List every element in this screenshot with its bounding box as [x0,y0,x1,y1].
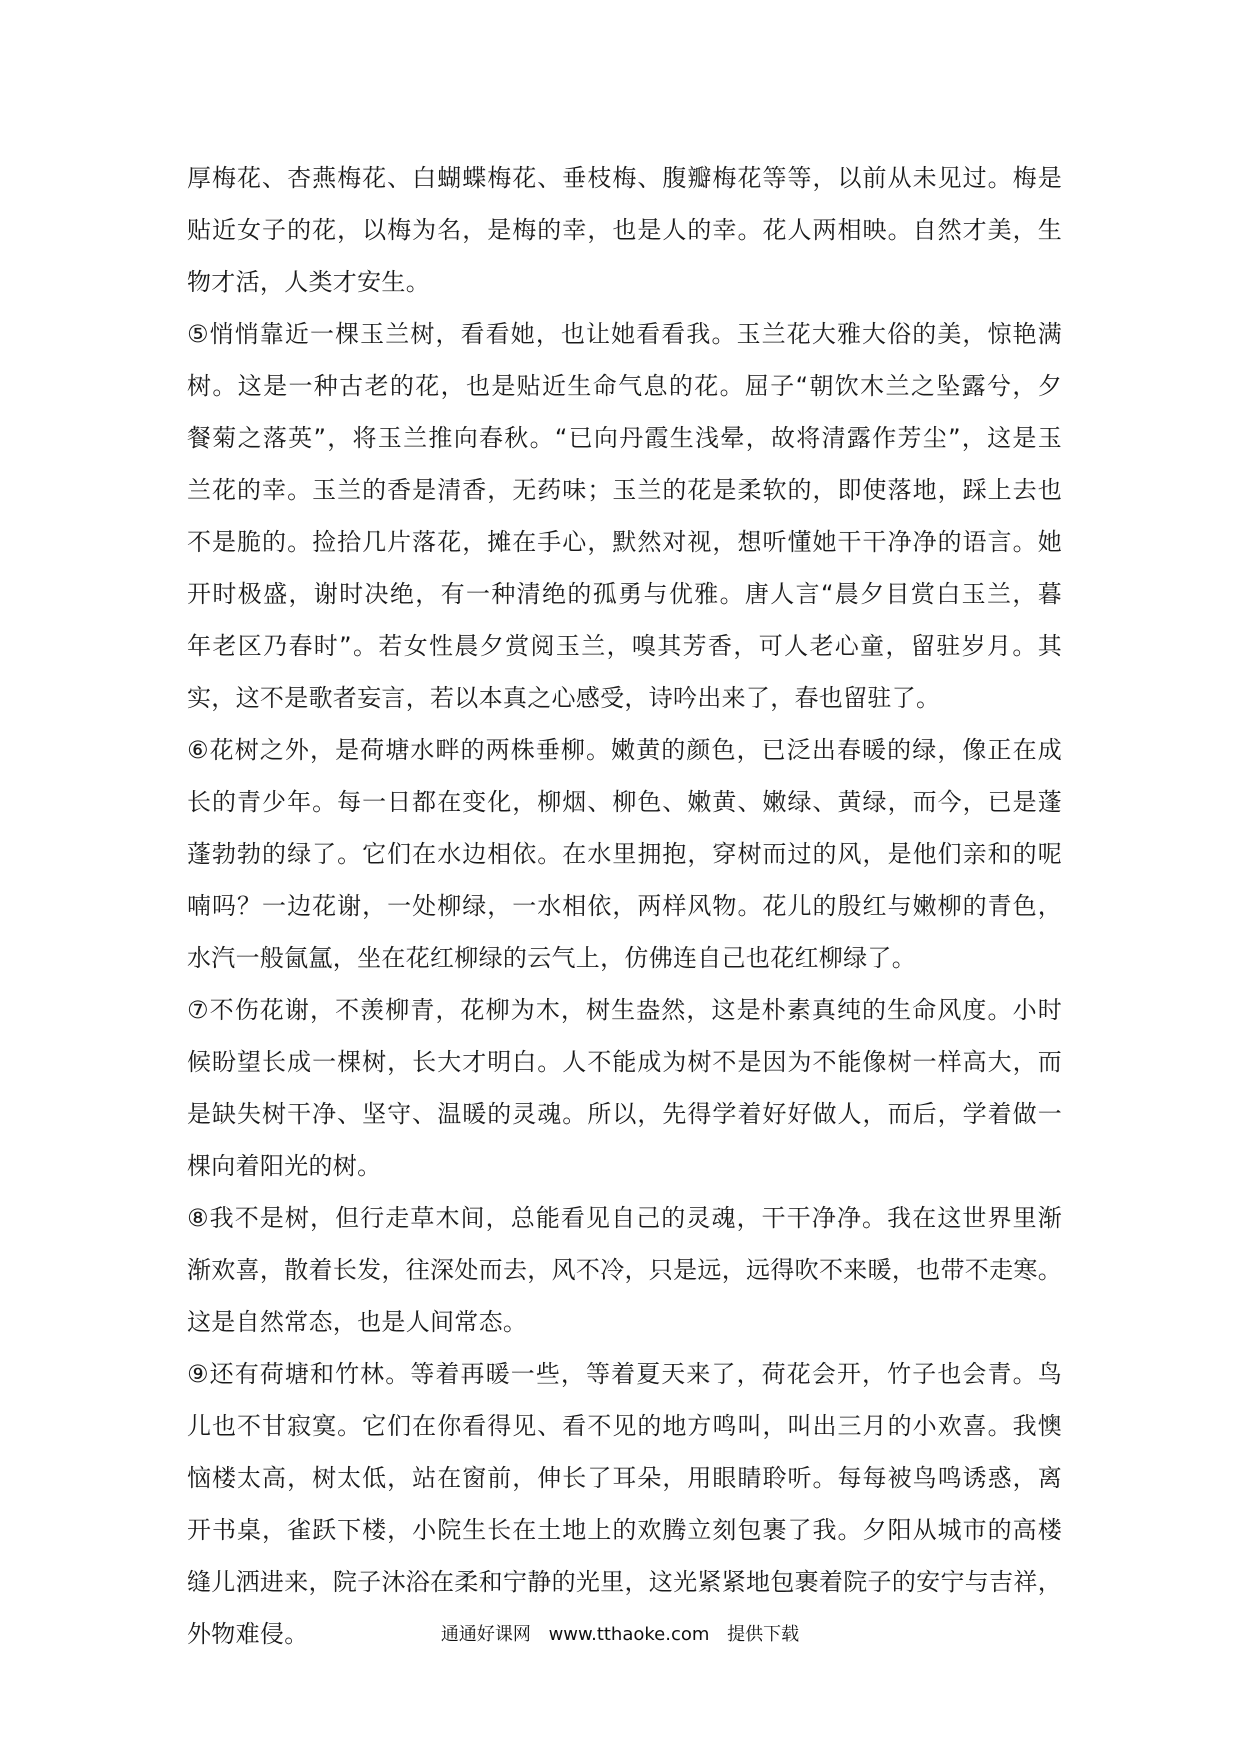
text-line: 蓬勃勃的绿了。它们在水边相依。在水里拥抱，穿树而过的风，是他们亲和的呢 [187,840,1062,868]
text-line: ⑥花树之外，是荷塘水畔的两株垂柳。嫩黄的颜色，已泛出春暖的绿，像正在成 [187,736,1062,764]
text-line: 开书桌，雀跃下楼，小院生长在土地上的欢腾立刻包裹了我。夕阳从城市的高楼 [187,1516,1062,1544]
text-line: 这是自然常态，也是人间常态。 [187,1308,528,1336]
text-line: 恼楼太高，树太低，站在窗前，伸长了耳朵，用眼睛聆听。每每被鸟鸣诱惑，离 [187,1464,1062,1492]
text-line: 贴近女子的花，以梅为名，是梅的幸，也是人的幸。花人两相映。自然才美，生 [187,216,1062,244]
text-line: 兰花的幸。玉兰的香是清香，无药味；玉兰的花是柔软的，即使落地，踩上去也 [187,476,1062,504]
text-line: 餐菊之落英”，将玉兰推向春秋。“已向丹霞生浅晕，故将清露作芳尘”，这是玉 [187,424,1062,452]
text-line: 喃吗？一边花谢，一处柳绿，一水相依，两样风物。花儿的殷红与嫩柳的青色， [187,892,1062,920]
text-line: 不是脆的。捡拾几片落花，摊在手心，默然对视，想听懂她干干净净的语言。她 [187,528,1062,556]
text-line: 候盼望长成一棵树，长大才明白。人不能成为树不是因为不能像树一样高大，而 [187,1048,1062,1076]
text-line: 渐欢喜，散着长发，往深处而去，风不冷，只是远，远得吹不来暖，也带不走寒。 [187,1256,1062,1284]
text-line: ⑦不伤花谢，不羡柳青，花柳为木，树生盎然，这是朴素真纯的生命风度。小时 [187,996,1062,1024]
text-line: 外物难侵。 [187,1620,309,1648]
text-line: ⑧我不是树，但行走草木间，总能看见自己的灵魂，干干净净。我在这世界里渐 [187,1204,1062,1232]
text-line: 水汽一般氤氲，坐在花红柳绿的云气上，仿佛连自己也花红柳绿了。 [187,944,916,972]
text-line: 物才活，人类才安生。 [187,268,430,296]
text-line: ⑨还有荷塘和竹林。等着再暖一些，等着夏天来了，荷花会开，竹子也会青。鸟 [187,1360,1062,1388]
text-line: 儿也不甘寂寞。它们在你看得见、看不见的地方鸣叫，叫出三月的小欢喜。我懊 [187,1412,1062,1440]
text-line: 年老区乃春时”。若女性晨夕赏阅玉兰，嗅其芳香，可人老心童，留驻岁月。其 [187,632,1062,660]
page-footer [0,1623,1240,1647]
text-line: 开时极盛，谢时决绝，有一种清绝的孤勇与优雅。唐人言“晨夕目赏白玉兰，暮 [187,580,1062,608]
text-line: 树。这是一种古老的花，也是贴近生命气息的花。屈子“朝饮木兰之坠露兮，夕 [187,372,1062,400]
text-line: 棵向着阳光的树。 [187,1152,382,1180]
footer-site-name: 通通好课网 [440,1624,531,1645]
text-line: 是缺失树干净、坚守、温暖的灵魂。所以，先得学着好好做人，而后，学着做一 [187,1100,1062,1128]
text-line: 长的青少年。每一日都在变化，柳烟、柳色、嫩黄、嫩绿、黄绿，而今，已是蓬 [187,788,1062,816]
footer-url: www.tthaoke.com [548,1624,710,1645]
footer-suffix: 提供下载 [727,1624,800,1645]
article-body [187,152,1062,1660]
text-line: 厚梅花、杏燕梅花、白蝴蝶梅花、垂枝梅、腹瓣梅花等等，以前从未见过。梅是 [187,164,1062,192]
text-line: 实，这不是歌者妄言，若以本真之心感受，诗吟出来了，春也留驻了。 [187,684,941,712]
text-line: ⑤悄悄靠近一棵玉兰树，看看她，也让她看看我。玉兰花大雅大俗的美，惊艳满 [187,320,1062,348]
text-line: 缝儿洒进来，院子沐浴在柔和宁静的光里，这光紧紧地包裹着院子的安宁与吉祥， [187,1568,1062,1596]
